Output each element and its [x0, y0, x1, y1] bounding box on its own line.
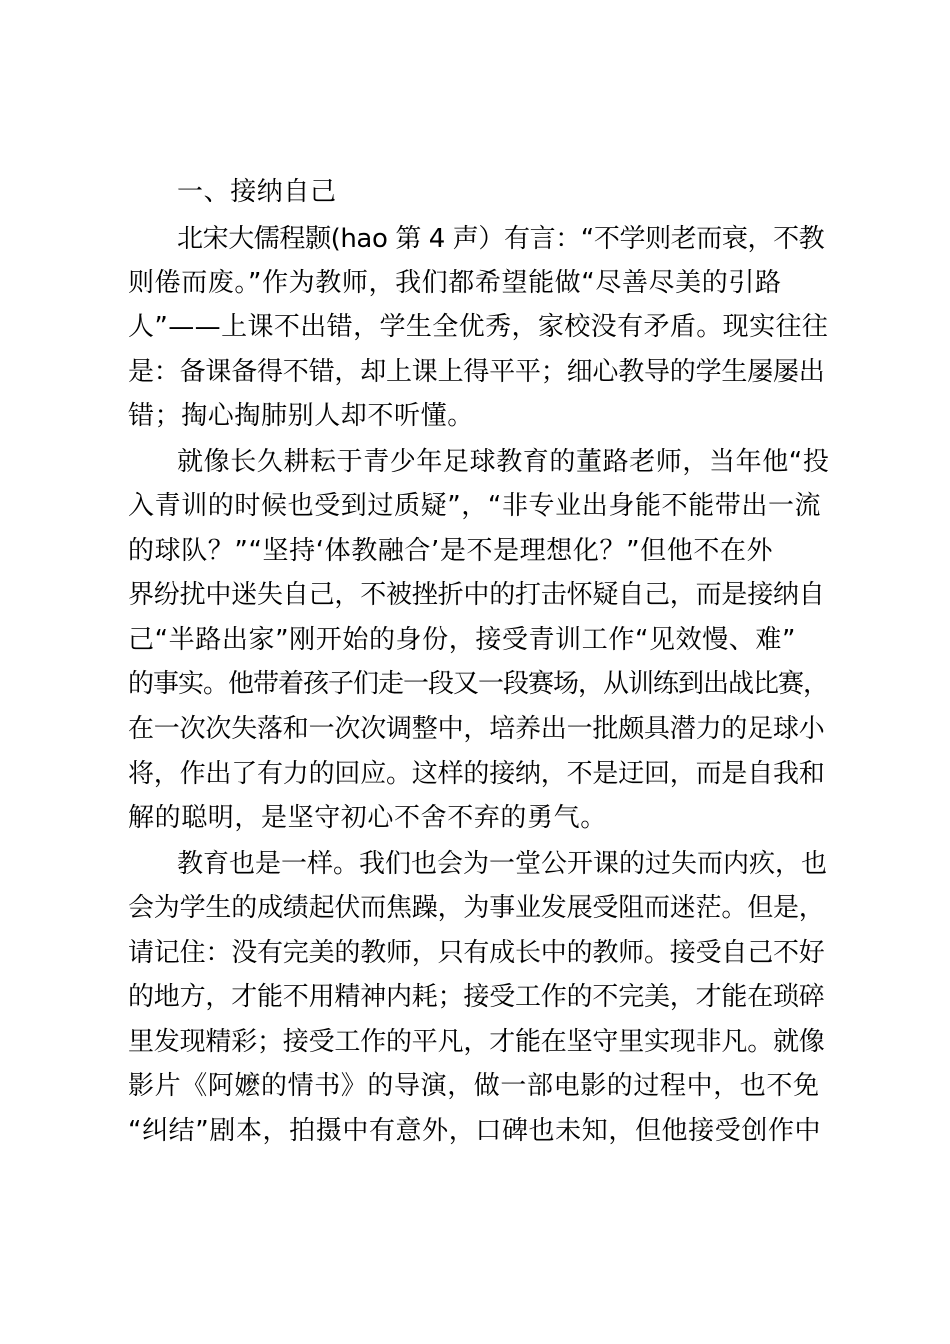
text-line: “纠结”剧本，拍摄中有意外，口碑也未知，但他接受创作中	[128, 1116, 822, 1146]
text-line: 北宋大儒程颢(hao 第 4 声）有言：“不学则老而衰，不教	[177, 224, 825, 254]
section-heading: 一、接纳自己	[177, 177, 337, 207]
text-line: 则倦而废。”作为教师，我们都希望能做“尽善尽美的引路	[128, 268, 782, 298]
text-line: 人”——上课不出错，学生全优秀，家校没有矛盾。现实往往	[128, 312, 829, 342]
text-line: 会为学生的成绩起伏而焦躁，为事业发展受阻而迷茫。但是，	[128, 893, 825, 923]
text-line: 在一次次失落和一次次调整中，培养出一批颇具潜力的足球小	[128, 714, 825, 744]
text-line: 里发现精彩；接受工作的平凡，才能在坚守里实现非凡。就像	[128, 1027, 825, 1057]
text-line: 就像长久耕耘于青少年足球教育的董路老师，当年他“投	[177, 447, 830, 477]
text-line: 入青训的时候也受到过质疑”，“非专业出身能不能带出一流	[128, 491, 822, 521]
text-line: 的事实。他带着孩子们走一段又一段赛场，从训练到出战比赛，	[128, 669, 829, 699]
text-line: 解的聪明，是坚守初心不舍不弃的勇气。	[128, 803, 607, 833]
text-line: 的球队？”“坚持‘体教融合’是不是理想化？”但他不在外	[128, 536, 774, 566]
text-line: 影片《阿嬷的情书》的导演，做一部电影的过程中，也不免	[128, 1071, 820, 1101]
text-line: 是：备课备得不错，却上课上得平平；细心教导的学生屡屡出	[128, 357, 825, 387]
text-line: 错；掏心掏肺别人却不听懂。	[128, 401, 474, 431]
text-line: 界纷扰中迷失自己，不被挫折中的打击怀疑自己，而是接纳自	[128, 580, 825, 610]
text-line: 请记住：没有完美的教师，只有成长中的教师。接受自己不好	[128, 938, 825, 968]
text-line: 己“半路出家”刚开始的身份，接受青训工作“见效慢、难”	[128, 625, 797, 655]
text-line: 的地方，才能不用精神内耗；接受工作的不完美，才能在琐碎	[128, 982, 825, 1012]
text-line: 将，作出了有力的回应。这样的接纳，不是迂回，而是自我和	[128, 759, 825, 789]
text-line: 教育也是一样。我们也会为一堂公开课的过失而内疚，也	[177, 849, 828, 879]
